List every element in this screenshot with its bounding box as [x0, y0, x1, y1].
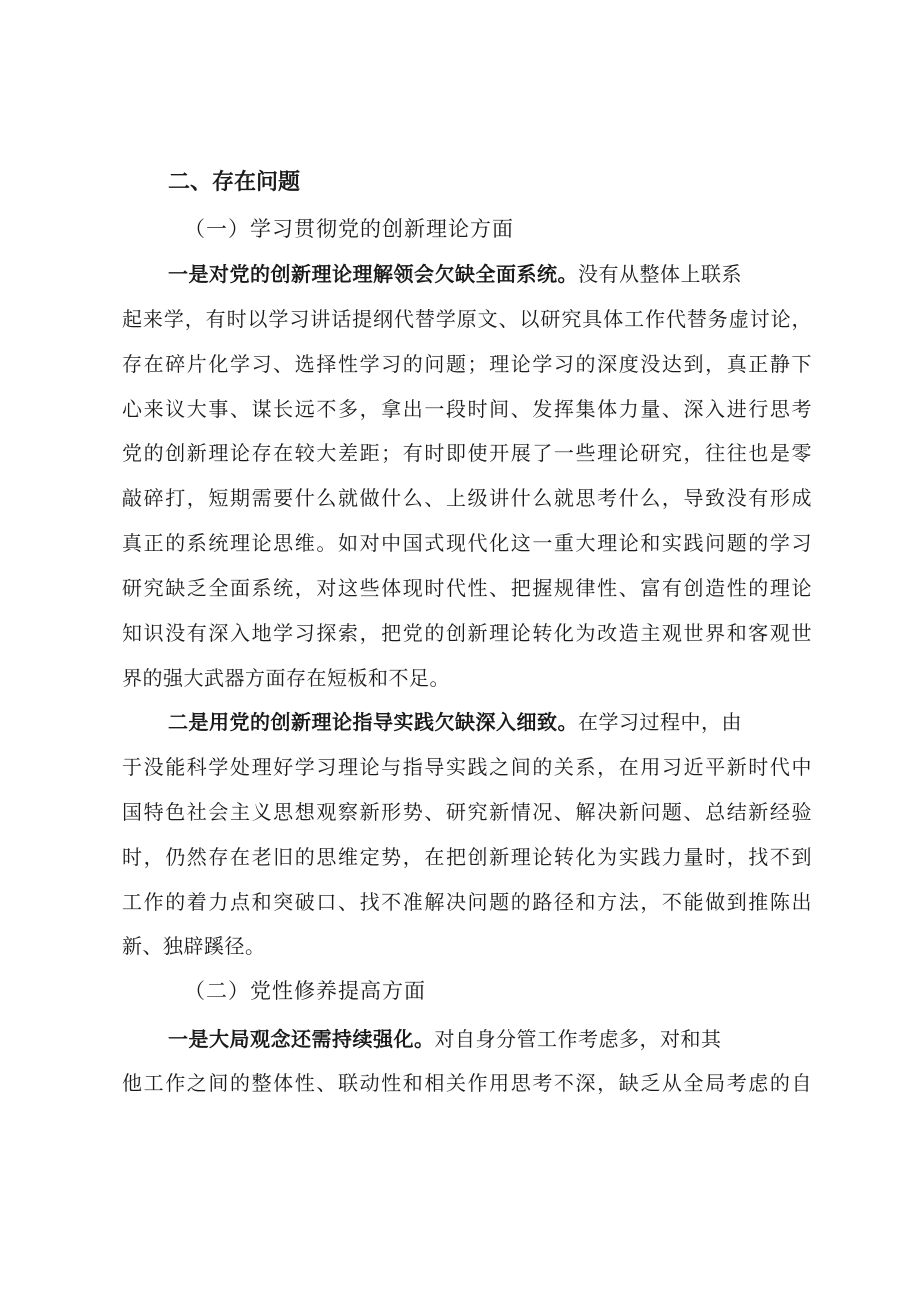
- paragraph-line: 存在碎片化学习、选择性学习的问题；理论学习的深度没达到，真正静下: [122, 352, 812, 376]
- paragraph-line: 心来议大事、谋长远不多，拿出一段时间、发挥集体力量、深入进行思考: [122, 397, 812, 421]
- paragraph-line: 于没能科学处理好学习理论与指导实践之间的关系，在用习近平新时代中: [122, 755, 812, 779]
- paragraph-line: 党的创新理论存在较大差距；有时即使开展了一些理论研究，往往也是零: [122, 441, 812, 465]
- section-title: 二、存在问题: [168, 170, 301, 195]
- paragraph-line: 研究缺乏全面系统，对这些体现时代性、把握规律性、富有创造性的理论: [122, 576, 812, 600]
- paragraph-line: [168, 257, 812, 291]
- paragraph-line: 国特色社会主义思想观察新形势、研究新情况、解决新问题、总结新经验: [122, 800, 812, 824]
- paragraph-lead: 一是大局观念还需持续强化。: [168, 1027, 435, 1051]
- paragraph-line: 他工作之间的整体性、联动性和相关作用思考不深，缺乏从全局考虑的自: [122, 1071, 812, 1095]
- paragraph-line: [168, 1022, 812, 1056]
- paragraph-line: 敲碎打，短期需要什么就做什么、上级讲什么就思考什么，导致没有形成: [122, 486, 812, 510]
- part1-title: （一）学习贯彻党的创新理论方面: [184, 217, 514, 241]
- paragraph-line: [168, 705, 812, 739]
- paragraph-line: 真正的系统理论思维。如对中国式现代化这一重大理论和实践问题的学习: [122, 531, 812, 555]
- paragraph-line: 界的强大武器方面存在短板和不足。: [122, 666, 450, 690]
- part2-title: （二）党性修养提高方面: [184, 979, 426, 1003]
- paragraph-lead: 二是用党的创新理论指导实践欠缺深入细致。: [168, 710, 578, 734]
- paragraph-text: 没有从整体上联系: [578, 262, 742, 286]
- paragraph-line: 时，仍然存在老旧的思维定势，在把创新理论转化为实践力量时，找不到: [122, 845, 812, 869]
- paragraph-line: 新、独辟蹊径。: [122, 934, 266, 958]
- paragraph-lead: 一是对党的创新理论理解领会欠缺全面系统。: [168, 262, 578, 286]
- paragraph-text: 在学习过程中，由: [578, 710, 742, 734]
- paragraph-line: 知识没有深入地学习探索，把党的创新理论转化为改造主观世界和客观世: [122, 621, 812, 645]
- paragraph-line: 起来学，有时以学习讲话提纲代替学原文、以研究具体工作代替务虚讨论，: [122, 307, 812, 331]
- paragraph-text: 对自身分管工作考虑多，对和其: [434, 1027, 722, 1051]
- paragraph-line: 工作的着力点和突破口、找不准解决问题的路径和方法，不能做到推陈出: [122, 890, 812, 914]
